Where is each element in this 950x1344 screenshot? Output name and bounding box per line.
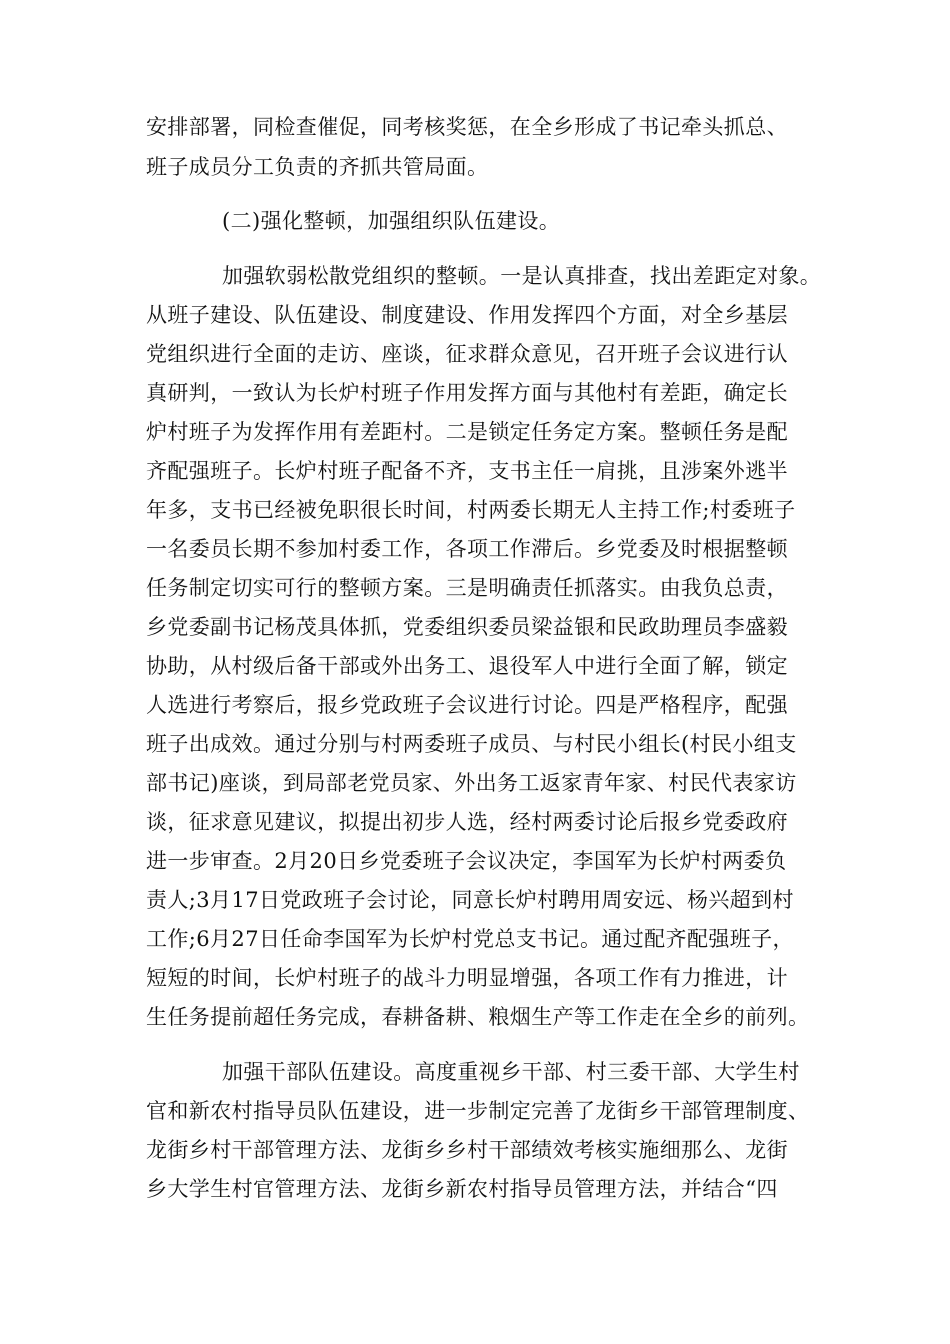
heading-text: (二)强化整顿，加强组织队伍建设。 [222, 209, 561, 233]
text-line: 任务制定切实可行的整顿方案。三是明确责任抓落实。由我负总责， [146, 576, 788, 600]
text-line: 短短的时间，长炉村班子的战斗力明显增强，各项工作有力推进，计 [146, 966, 788, 990]
text-line: 炉村班子为发挥作用有差距村。二是锁定任务定方案。整顿任务是配 [146, 420, 788, 444]
text-line: 部书记)座谈，到局部老党员家、外出务工返家青年家、村民代表家访 [146, 771, 797, 795]
text-line: 乡党委副书记杨茂具体抓，党委组织委员梁益银和民政助理员李盛毅 [146, 615, 788, 639]
text-line: 安排部署，同检查催促，同考核奖惩，在全乡形成了书记牵头抓总、 [146, 115, 788, 139]
text-line: 从班子建设、队伍建设、制度建设、作用发挥四个方面，对全乡基层 [146, 303, 788, 327]
text-line: 加强干部队伍建设。高度重视乡干部、村三委干部、大学生村 [222, 1060, 800, 1084]
text-line: 乡大学生村官管理方法、龙街乡新农村指导员管理方法，并结合“四 [146, 1177, 778, 1201]
text-line: 真研判，一致认为长炉村班子作用发挥方面与其他村有差距，确定长 [146, 381, 788, 405]
text-line: 龙街乡村干部管理方法、龙街乡乡村干部绩效考核实施细那么、龙街 [146, 1138, 788, 1162]
text-line: 加强软弱松散党组织的整顿。一是认真排查，找出差距定对象。 [222, 264, 822, 288]
text-line: 责人;3月17日党政班子会讨论，同意长炉村聘用周安远、杨兴超到村 [146, 888, 794, 912]
text-line: 生任务提前超任务完成，春耕备耕、粮烟生产等工作走在全乡的前列。 [146, 1005, 810, 1029]
text-line: 党组织进行全面的走访、座谈，征求群众意见，召开班子会议进行认 [146, 342, 788, 366]
text-line: 齐配强班子。长炉村班子配备不齐，支书主任一肩挑，且涉案外逃半 [146, 459, 788, 483]
text-line: 工作;6月27日任命李国军为长炉村党总支书记。通过配齐配强班子， [146, 927, 794, 951]
text-line: 官和新农村指导员队伍建设，进一步制定完善了龙街乡干部管理制度、 [146, 1099, 810, 1123]
text-line: 谈，征求意见建议，拟提出初步人选，经村两委讨论后报乡党委政府 [146, 810, 788, 834]
text-line: 协助，从村级后备干部或外出务工、退役军人中进行全面了解，锁定 [146, 654, 788, 678]
text-line: 班子出成效。通过分别与村两委班子成员、与村民小组长(村民小组支 [146, 732, 797, 756]
text-line: 进一步审查。2月20日乡党委班子会议决定，李国军为长炉村两委负 [146, 849, 787, 873]
text-line: 一名委员长期不参加村委工作，各项工作滞后。乡党委及时根据整顿 [146, 537, 788, 561]
text-line: 年多，支书已经被免职很长时间，村两委长期无人主持工作;村委班子 [146, 498, 796, 522]
text-line: 人选进行考察后，报乡党政班子会议进行讨论。四是严格程序，配强 [146, 693, 788, 717]
text-line: 班子成员分工负责的齐抓共管局面。 [146, 155, 489, 179]
